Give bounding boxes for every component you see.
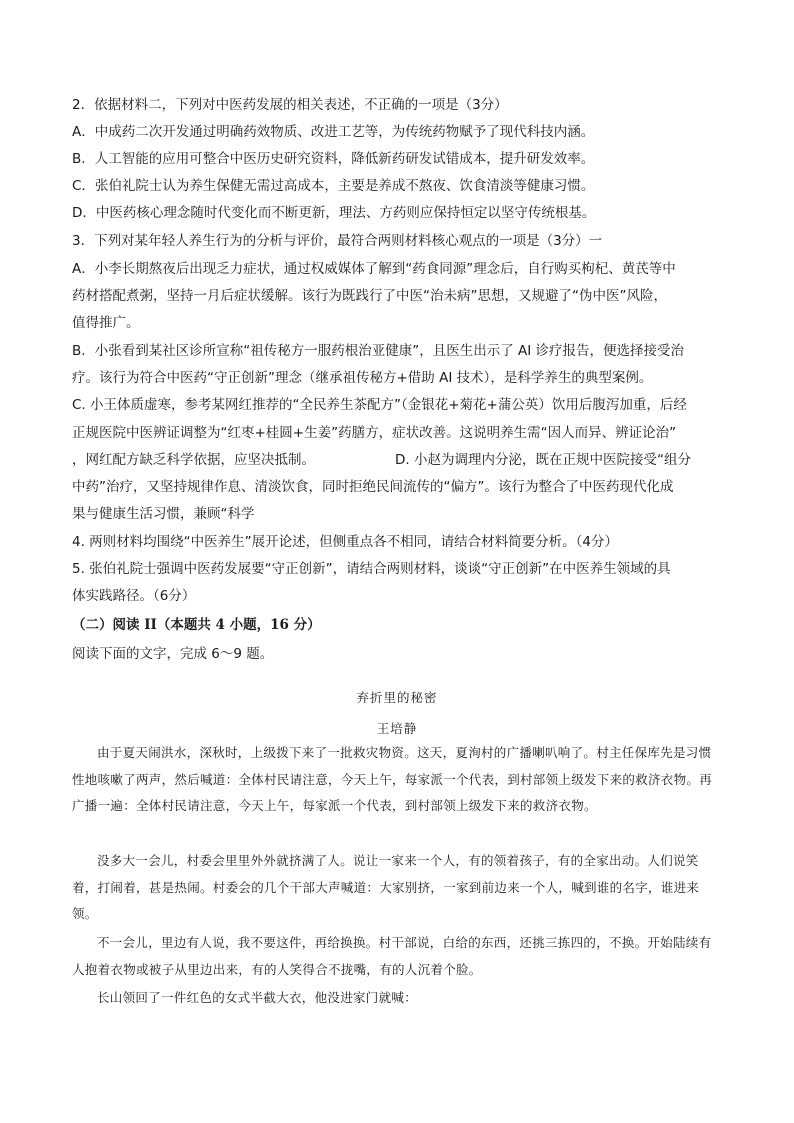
- story-paragraph-4: 长山领回了一件红色的女式半截大衣，他没进家门就喊：: [97, 990, 418, 1005]
- question-3-option-d-line1: D. 小赵为调理内分泌，既在正规中医院接受“组分: [395, 452, 691, 468]
- question-3-option-a-line1: A．小李长期熬夜后出现乏力症状，通过权威媒体了解到“药食同源”理念后，自行购买枸杞、黄芪等中: [72, 261, 676, 277]
- question-5-line2: 体实践路径。（6分）: [72, 588, 196, 604]
- reading-instruction: 阅读下面的文字，完成 6～9 题。: [72, 646, 274, 662]
- question-3-option-b-line2: 疗。该行为符合中医药“守正创新”理念（继承祖传秘方+借助 AI 技术），是科学养生的典型案例。: [72, 370, 653, 386]
- section-heading: （二）阅读 II（本题共 4 小题，16 分）: [72, 617, 321, 633]
- question-3-stem: 3．下列对某年轻人养生行为的分析与评价，最符合两则材料核心观点的一项是（3分）一: [72, 233, 603, 249]
- question-4: 4. 两则材料均围绕“中医养生”展开论述，但侧重点各不相同，请结合材料简要分析。（4分）: [72, 534, 618, 550]
- story-author: 王培静: [376, 721, 418, 736]
- question-2-option-b: B．人工智能的应用可整合中医历史研究资料，降低新药研发试错成本，提升研发效率。: [72, 151, 595, 167]
- question-2-option-a: A．中成药二次开发通过明确药效物质、改进工艺等，为传统药物赋予了现代科技内涵。: [72, 124, 595, 140]
- question-5-line1: 5. 张伯礼院士强调中医药发展要“守正创新”，请结合两则材料，谈谈“守正创新”在中医养生领域的具: [72, 561, 671, 577]
- story-paragraph-3: 不一会儿，里边有人说，我不要这件，再给换换。村干部说，白给的东西，还挑三拣四的，不换。开始陆续有人抱着衣物或被子从里边出来，有的人笑得合不拢嘴，有的人沉着个脸。: [72, 935, 712, 977]
- story-title: 弃折里的秘密: [356, 690, 438, 705]
- story-paragraph-2: 没多大一会儿，村委会里里外外就挤满了人。说让一家来一个人，有的领着孩子，有的全家出动。人们说笑着，打闹着，甚是热闹。村委会的几个干部大声喊道：大家别挤，一家到前边来一个人，喊到谁的名字，谁进来领。: [72, 853, 700, 921]
- question-3-option-cd-line: [72, 447, 732, 474]
- question-3-option-c-line2: 正规医院中医辨证调整为“红枣+桂圆+生姜”药膳方，症状改善。这说明养生需“因人而异、辨证论治”: [72, 425, 677, 441]
- question-3-option-c-line1: C. 小王体质虚寒，参考某网红推荐的“全民养生茶配方”（金银花+菊花+蒲公英）饮用后腹泻加重，后经: [72, 397, 687, 413]
- story-paragraph-1: 由于夏天闹洪水，深秋时，上级拨下来了一批救灾物资。这天，夏洵村的广播喇叭响了。村主任保库先是习惯性地咳嗽了两声，然后喊道：全体村民请注意，今天上午，每家派一个代表，到村部领上级发下来的救济衣物。再广播一遍：全体村民请注意，今天上午，每家派一个代表，到村部领上级发下来的救济衣物。: [72, 745, 713, 813]
- question-3-option-d-line3: 果与健康生活习惯，兼顾“科学: [72, 506, 255, 522]
- question-2-option-d: D．中医药核心理念随时代变化而不断更新，理法、方药则应保持恒定以坚守传统根基。: [72, 205, 596, 221]
- question-3-option-c-line3: ，网红配方缺乏科学依据，应坚决抵制。: [72, 452, 315, 468]
- question-2-option-c: C．张伯礼院士认为养生保健无需过高成本，主要是养成不熬夜、饮食清淡等健康习惯。: [72, 178, 595, 194]
- question-3-option-d-line2: 中药”治疗，又坚持规律作息、清淡饮食，同时拒绝民间流传的“偏方”。该行为整合了中医药现代化成: [72, 479, 674, 495]
- question-3-option-a-line2: 药材搭配煮粥，坚持一月后症状缓解。该行为既践行了中医“治未病”思想，又规避了“伪中医”风险，: [72, 288, 667, 304]
- question-3-option-b-line1: B．小张看到某社区诊所宣称“祖传秘方一服药根治亚健康”，且医生出示了 AI 诊疗报告，便选择接受治: [72, 343, 685, 359]
- question-2-stem: 2．依据材料二，下列对中医药发展的相关表述，不正确的一项是（3分）: [72, 97, 508, 113]
- question-3-option-a-line3: 值得推广。: [72, 315, 140, 331]
